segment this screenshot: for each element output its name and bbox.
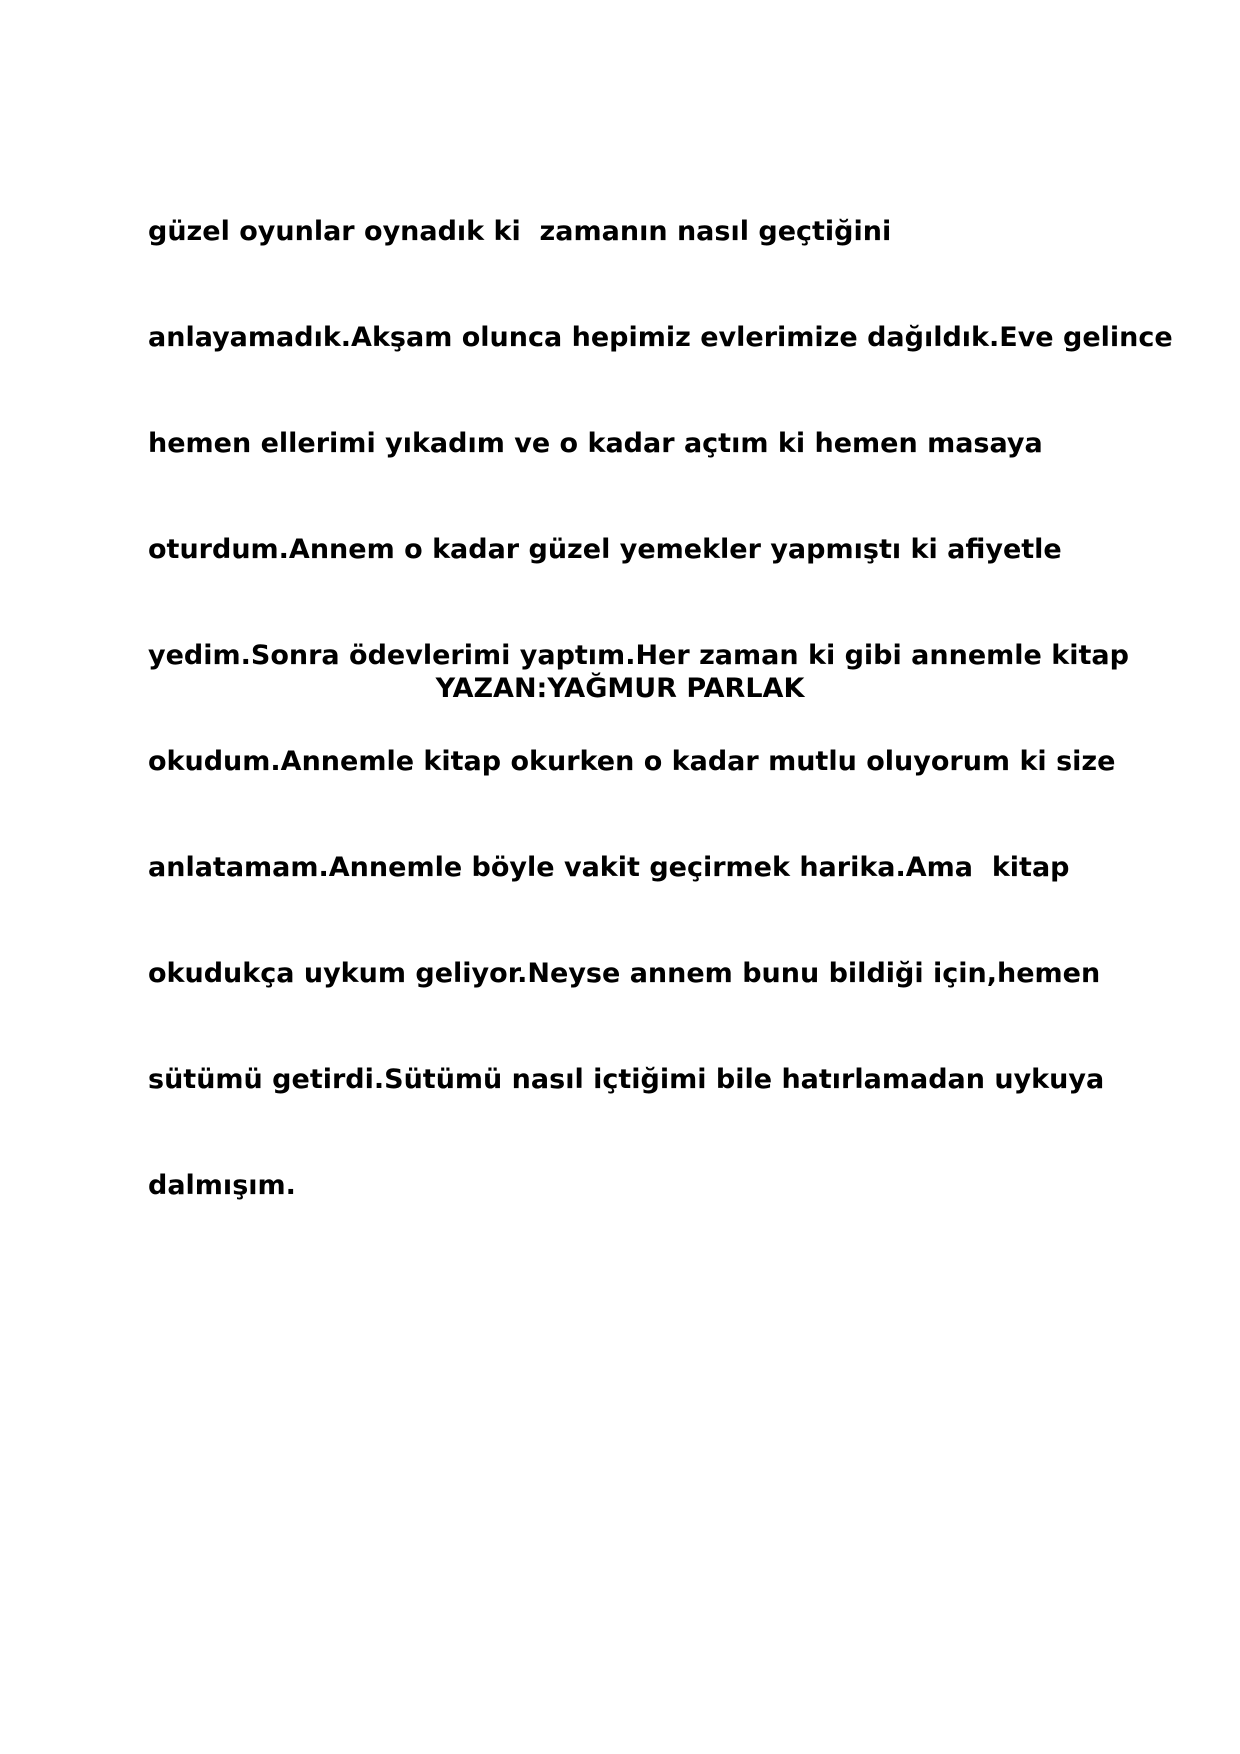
text-line: dalmışım. <box>148 1170 296 1201</box>
text-line: yedim.Sonra ödevlerimi yaptım.Her zaman ki gibi annemle kitap <box>148 640 1129 671</box>
text-line: anlatamam.Annemle böyle vakit geçirmek harika.Ama kitap <box>148 852 1070 883</box>
text-line: okudukça uykum geliyor.Neyse annem bunu bildiği için,hemen <box>148 958 1101 989</box>
text-line: oturdum.Annem o kadar güzel yemekler yapmıştı ki afiyetle <box>148 534 1062 565</box>
text-line: anlayamadık.Akşam olunca hepimiz evlerimize dağıldık.Eve gelince <box>148 322 1173 353</box>
text-line: sütümü getirdi.Sütümü nasıl içtiğimi bile hatırlamadan uykuya <box>148 1064 1105 1095</box>
author-signature: YAZAN:YAĞMUR PARLAK <box>435 673 805 704</box>
text-line: güzel oyunlar oynadık ki zamanın nasıl geçtiğini <box>148 216 892 247</box>
text-line: hemen ellerimi yıkadım ve o kadar açtım ki hemen masaya <box>148 428 1043 459</box>
text-line: okudum.Annemle kitap okurken o kadar mutlu oluyorum ki size <box>148 746 1116 777</box>
